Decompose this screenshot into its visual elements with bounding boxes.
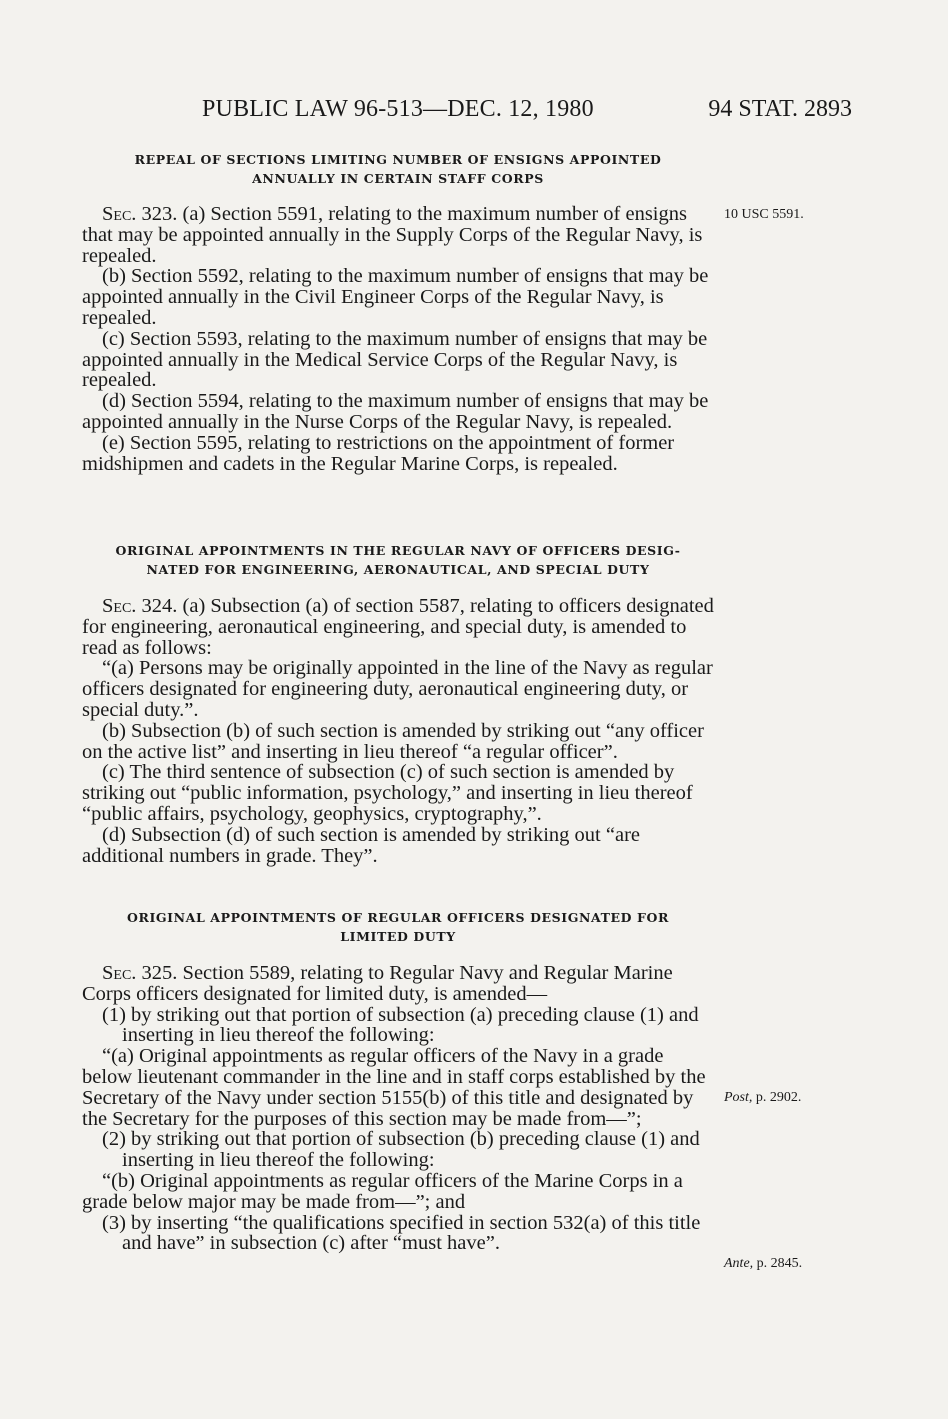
section-323-a — [82, 204, 714, 266]
margin-note-post — [724, 1090, 801, 1106]
section-323-heading — [82, 150, 714, 188]
running-head — [82, 96, 852, 132]
heading-line: NATED FOR ENGINEERING, AERONAUTICAL, AND SPECIAL DUTY — [146, 562, 650, 577]
statute-page-number: 94 STAT. 2893 — [708, 96, 852, 122]
margin-note-usc: 10 USC 5591. — [724, 207, 804, 222]
paragraph-text: 325. Section 5589, relating to Regular Navy and Regular Marine Corps officers designated for limited duty, is amended— — [82, 962, 673, 1005]
heading-line: LIMITED DUTY — [340, 929, 456, 944]
section-325-item-3: (3) by inserting “the qualifications specified in section 532(a) of this title and have” in subsection (c) after “must have”. — [102, 1211, 701, 1255]
section-324-body — [82, 596, 714, 866]
section-325-item-1: (1) by striking out that portion of subsection (a) preceding clause (1) and inserting in lieu thereof the following: — [102, 1003, 699, 1047]
margin-note-ante-page: p. 2845. — [753, 1256, 803, 1271]
margin-note-post-label: Post, — [724, 1090, 753, 1105]
sec-label: Sec. — [102, 203, 137, 225]
section-323-b: (b) Section 5592, relating to the maximum number of ensigns that may be appointed annually in the Civil Engineer Corps of the Regular Navy, is repealed. — [82, 265, 709, 329]
heading-line: ANNUALLY IN CERTAIN STAFF CORPS — [252, 171, 544, 186]
section-323-c: (c) Section 5593, relating to the maximum number of ensigns that may be appointed annually in the Medical Service Corps of the Regular Navy, is repealed. — [82, 327, 708, 392]
section-324-a — [82, 596, 714, 658]
sec-label: Sec. — [102, 962, 137, 984]
section-325-heading — [82, 908, 714, 946]
section-324-quote: “(a) Persons may be originally appointed in the line of the Navy as regular officers designated for engineering duty, aeronautical engineering duty, or special duty.”. — [82, 657, 713, 721]
margin-note-ante-label: Ante, — [724, 1256, 754, 1271]
margin-note-post-page: p. 2902. — [752, 1090, 802, 1105]
section-323-body — [82, 204, 714, 474]
section-324-c: (c) The third sentence of subsection (c) of such section is amended by striking out “public information, psychology,” and inserting in lieu thereof “public affairs, psychology, geophysics, cryptography,”. — [82, 761, 693, 825]
section-324-b: (b) Subsection (b) of such section is amended by striking out “any officer on the active list” and inserting in lieu thereof “a regular officer”. — [82, 719, 704, 763]
section-325-body — [82, 963, 714, 1254]
sec-label: Sec. — [102, 595, 137, 617]
section-323-d: (d) Section 5594, relating to the maximum number of ensigns that may be appointed annually in the Nurse Corps of the Regular Navy, is repealed. — [82, 390, 709, 433]
section-324-heading — [82, 541, 714, 579]
section-325-item-2: (2) by striking out that portion of subsection (b) preceding clause (1) and inserting in lieu thereof the following: — [102, 1128, 700, 1172]
heading-line: ORIGINAL APPOINTMENTS OF REGULAR OFFICERS DESIGNATED FOR — [126, 910, 670, 925]
section-324-d: (d) Subsection (d) of such section is amended by striking out “are additional numbers in grade. They”. — [82, 823, 640, 867]
paragraph-text: 323. (a) Section 5591, relating to the maximum number of ensigns that may be appointed annually in the Supply Corps of the Regular Navy, is repealed. — [82, 203, 703, 267]
margin-note-ante — [724, 1256, 802, 1272]
heading-line: REPEAL OF SECTIONS LIMITING NUMBER OF ENSIGNS APPOINTED — [134, 152, 662, 167]
section-325-intro — [82, 963, 714, 1005]
section-323-e: (e) Section 5595, relating to restrictions on the appointment of former midshipmen and cadets in the Regular Marine Corps, is repealed. — [82, 431, 675, 475]
page-title: PUBLIC LAW 96-513—DEC. 12, 1980 — [202, 96, 594, 122]
paragraph-text: 324. (a) Subsection (a) of section 5587, relating to officers designated for engineering, aeronautical engineering, and special duty, is amended to read as follows: — [82, 595, 714, 659]
section-325-quote-1: “(a) Original appointments as regular officers of the Navy in a grade below lieutenant commander in the line and in staff corps established by the Secretary of the Navy under section 5155(b) of this title and designated by the Secretary for the purposes of this section may be made from—”; — [82, 1045, 706, 1130]
heading-line: ORIGINAL APPOINTMENTS IN THE REGULAR NAVY OF OFFICERS DESIG- — [115, 543, 681, 558]
section-325-quote-2: “(b) Original appointments as regular officers of the Marine Corps in a grade below major may be made from—”; and — [82, 1169, 683, 1213]
